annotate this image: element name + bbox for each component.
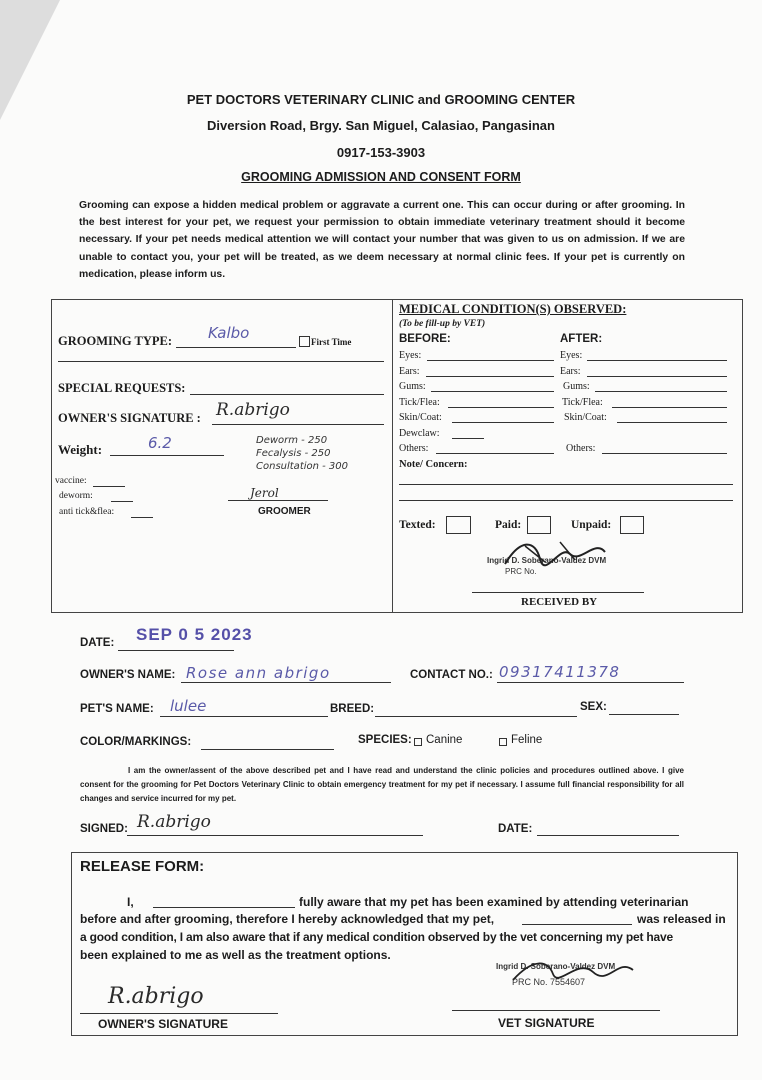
before-eyes-line bbox=[427, 360, 554, 361]
deworm-line bbox=[111, 501, 133, 502]
handwritten-notes bbox=[256, 434, 348, 473]
vet-stamp-name: Ingrid D. Soberano-Valdez DVM bbox=[487, 556, 607, 565]
special-requests-line bbox=[190, 394, 384, 395]
after-others-label: Others: bbox=[566, 443, 596, 454]
medical-title: MEDICAL CONDITION(S) OBSERVED: bbox=[399, 302, 627, 316]
release-text-c: was released in bbox=[637, 912, 726, 926]
species-label: SPECIES: bbox=[358, 734, 412, 746]
before-others-line bbox=[436, 453, 554, 454]
sex-label: SEX: bbox=[580, 701, 607, 713]
grooming-type-label: GROOMING TYPE: bbox=[58, 334, 173, 348]
special-requests-label: SPECIAL REQUESTS: bbox=[58, 381, 186, 395]
owner-name-value: Rose ann abrigo bbox=[186, 664, 331, 682]
sex-line bbox=[609, 714, 679, 715]
feline-checkbox[interactable] bbox=[499, 738, 507, 746]
received-by-label: RECEIVED BY bbox=[521, 596, 598, 608]
signed-label: SIGNED: bbox=[80, 823, 128, 835]
date-stamp-value: SEP 0 5 2023 bbox=[136, 625, 253, 644]
clinic-phone: 0917-153-3903 bbox=[336, 145, 426, 160]
form-title: GROOMING ADMISSION AND CONSENT FORM bbox=[241, 170, 521, 184]
after-gums-label: Gums: bbox=[563, 381, 590, 392]
vaccine-label: vaccine: bbox=[55, 476, 87, 486]
antitick-label: anti tick&flea: bbox=[59, 507, 115, 517]
release-title: RELEASE FORM: bbox=[80, 858, 205, 875]
paid-label: Paid: bbox=[495, 519, 522, 531]
after-tick-label: Tick/Flea: bbox=[562, 397, 603, 408]
before-tick-label: Tick/Flea: bbox=[399, 397, 440, 408]
weight-line bbox=[110, 455, 224, 456]
grooming-extra-line bbox=[58, 361, 384, 362]
before-tick-line bbox=[448, 407, 554, 408]
release-vet-scribble bbox=[508, 950, 638, 990]
deworm-label: deworm: bbox=[59, 491, 93, 501]
after-tick-line bbox=[612, 407, 727, 408]
canine-label: Canine bbox=[426, 734, 463, 746]
release-i-label: I, bbox=[127, 895, 134, 909]
signed-value: R.abrigo bbox=[137, 812, 211, 832]
pet-name-value: lulee bbox=[170, 697, 207, 715]
before-ears-label: Ears: bbox=[399, 366, 420, 377]
date-label: DATE: bbox=[80, 637, 115, 649]
owner-name-line bbox=[181, 682, 391, 683]
note-line-2 bbox=[399, 500, 733, 501]
before-label: BEFORE: bbox=[399, 333, 451, 345]
received-by-line bbox=[472, 592, 644, 593]
after-ears-label: Ears: bbox=[560, 366, 581, 377]
contact-value: 09317411378 bbox=[499, 663, 621, 681]
owner-signature-line-release bbox=[80, 1013, 278, 1014]
dewclaw-line bbox=[452, 438, 484, 439]
owner-signature-line bbox=[212, 424, 384, 425]
groomer-label: GROOMER bbox=[258, 506, 311, 517]
paid-checkbox[interactable] bbox=[527, 516, 551, 534]
groomer-line bbox=[228, 500, 328, 501]
feline-label: Feline bbox=[511, 734, 543, 746]
after-skin-label: Skin/Coat: bbox=[564, 412, 607, 423]
pet-name-line bbox=[160, 716, 328, 717]
before-skin-line bbox=[452, 422, 554, 423]
release-text-d: a good condition, I am also aware that if any medical condition observed by the vet concerning my pet have bbox=[80, 930, 673, 944]
before-ears-line bbox=[426, 376, 554, 377]
release-vet-license: PRC No. 7554607 bbox=[512, 977, 586, 987]
contact-line bbox=[497, 682, 684, 683]
after-skin-line bbox=[617, 422, 727, 423]
antitick-line bbox=[131, 517, 153, 518]
vet-stamp-license: PRC No. bbox=[505, 567, 537, 576]
consent-paragraph: I am the owner/assent of the above described pet and I have read and understand the clinic policies and procedures outlined above. I give consent for the grooming for Pet Doctors Veterinary Clinic to obtain emergency treatment for my pet if necessary. I assume full financial responsibility for all changes and service incurred for my pet. bbox=[80, 766, 684, 803]
grooming-type-line bbox=[176, 347, 296, 348]
breed-line bbox=[375, 716, 577, 717]
after-eyes-label: Eyes: bbox=[560, 350, 583, 361]
vet-signature-scribble bbox=[500, 534, 610, 574]
owner-name-label: OWNER'S NAME: bbox=[80, 669, 176, 681]
before-skin-label: Skin/Coat: bbox=[399, 412, 442, 423]
medical-subtitle: (To be fill-up by VET) bbox=[399, 319, 486, 329]
texted-checkbox[interactable] bbox=[446, 516, 471, 534]
owner-signature-label: OWNER'S SIGNATURE : bbox=[58, 411, 201, 425]
color-label: COLOR/MARKINGS: bbox=[80, 736, 192, 748]
release-name-line bbox=[153, 907, 295, 908]
release-owner-sig-label: OWNER'S SIGNATURE bbox=[98, 1017, 228, 1031]
after-label: AFTER: bbox=[560, 333, 603, 345]
texted-label: Texted: bbox=[399, 519, 436, 531]
unpaid-label: Unpaid: bbox=[571, 519, 612, 531]
dewclaw-label: Dewclaw: bbox=[399, 428, 440, 439]
after-gums-line bbox=[595, 391, 727, 392]
owner-signature-value: R.abrigo bbox=[216, 400, 290, 420]
color-line bbox=[201, 749, 334, 750]
note-concern-label: Note/ Concern: bbox=[399, 459, 468, 470]
note-deworm: Deworm - 250 bbox=[256, 435, 328, 446]
weight-label: Weight: bbox=[58, 442, 103, 457]
release-text-a: fully aware that my pet has been examined by attending veterinarian bbox=[299, 895, 689, 909]
breed-label: BREED: bbox=[330, 703, 375, 715]
grooming-type-value: Kalbo bbox=[208, 324, 250, 342]
unpaid-checkbox[interactable] bbox=[620, 516, 644, 534]
release-vet-sig-label: VET SIGNATURE bbox=[498, 1016, 595, 1030]
date2-line bbox=[537, 835, 679, 836]
weight-value: 6.2 bbox=[148, 434, 172, 452]
vet-signature-line bbox=[452, 1010, 660, 1011]
signed-line bbox=[127, 835, 423, 836]
note-fecalysis: Fecalysis - 250 bbox=[256, 448, 331, 459]
after-others-line bbox=[602, 453, 727, 454]
date2-label: DATE: bbox=[498, 823, 533, 835]
clinic-name: PET DOCTORS VETERINARY CLINIC and GROOMING CENTER bbox=[186, 92, 576, 107]
release-pet-line bbox=[522, 924, 632, 925]
canine-checkbox[interactable] bbox=[414, 738, 422, 746]
before-others-label: Others: bbox=[399, 443, 429, 454]
intro-paragraph: Grooming can expose a hidden medical problem or aggravate a current one. This can occur during or after grooming. In the best interest for your pet, we request your permission to obtain immediate veterinary treatment should it become necessary. If your pet needs medical attention we will contact your number that was given to us on admission. If we are unable to contact you, your pet will be treated, as we deem necessary at normal clinic fees. If your pet is currently on medication, please inform us. bbox=[79, 200, 685, 280]
before-gums-line bbox=[431, 391, 554, 392]
after-ears-line bbox=[587, 376, 727, 377]
after-eyes-line bbox=[587, 360, 727, 361]
before-gums-label: Gums: bbox=[399, 381, 426, 392]
note-line-1 bbox=[399, 484, 733, 485]
before-eyes-label: Eyes: bbox=[399, 350, 422, 361]
date-line bbox=[118, 650, 234, 651]
vaccine-line bbox=[93, 486, 125, 487]
clinic-address: Diversion Road, Brgy. San Miguel, Calasiao, Pangasinan bbox=[207, 118, 555, 133]
release-owner-signature: R.abrigo bbox=[108, 984, 204, 1009]
release-text-e: been explained to me as well as the treatment options. bbox=[80, 948, 391, 962]
first-time-checkbox[interactable] bbox=[299, 336, 310, 347]
release-text-b: before and after grooming, therefore I hereby acknowledged that my pet, bbox=[80, 912, 495, 926]
box-divider bbox=[392, 300, 393, 612]
note-consultation: Consultation - 300 bbox=[256, 461, 349, 472]
contact-label: CONTACT NO.: bbox=[410, 669, 493, 681]
release-vet-stamp: Ingrid D. Soberano-Valdez DVM bbox=[496, 962, 616, 971]
pet-name-label: PET'S NAME: bbox=[80, 703, 154, 715]
groomer-signature: Jerol bbox=[250, 486, 279, 500]
first-time-label: First Time bbox=[311, 337, 352, 347]
